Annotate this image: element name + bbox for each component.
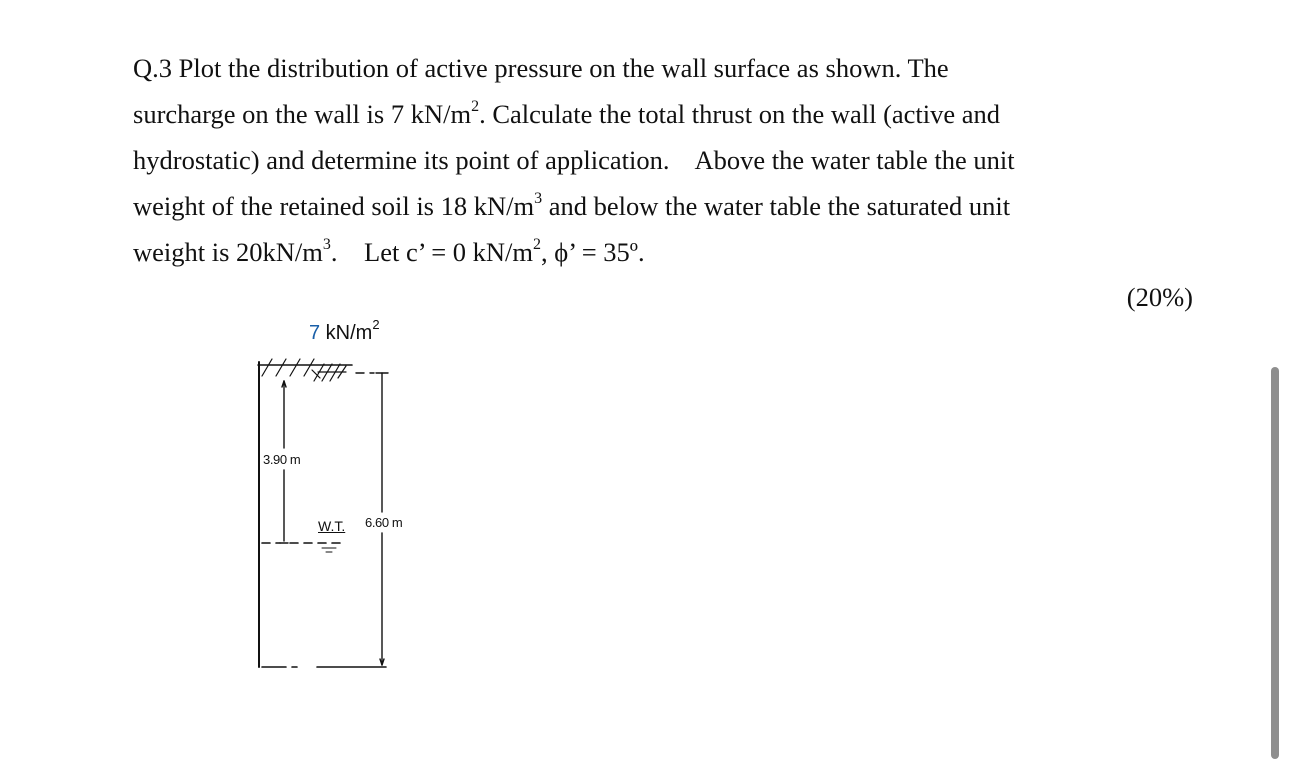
- vertical-scrollbar[interactable]: [1271, 367, 1279, 759]
- question-line-1: Q.3 Plot the distribution of active pressure on the wall surface as shown. The: [133, 53, 949, 83]
- surcharge-unit: kN/m: [320, 322, 373, 344]
- question-line-2-b: . Calculate the total thrust on the wall (active and: [479, 99, 1001, 129]
- question-line-5-a: weight is 20kN/m: [133, 237, 323, 267]
- question-line-3: hydrostatic) and determine its point of application. Above the water table the unit: [133, 145, 1015, 175]
- question-line-5-b: . Let c’ = 0 kN/m: [330, 237, 534, 267]
- superscript: 3: [534, 190, 543, 208]
- depth-to-water-label: 3.90 m: [263, 452, 301, 467]
- question-line-5-c: , ϕ’ = 35º.: [541, 237, 645, 267]
- water-table-line: [262, 543, 340, 552]
- superscript: 2: [471, 98, 480, 116]
- question-line-2-a: surcharge on the wall is 7 kN/m: [133, 99, 472, 129]
- superscript: 3: [322, 236, 331, 254]
- surcharge-unit-sup: 2: [372, 317, 380, 333]
- superscript: 2: [533, 236, 542, 254]
- surcharge-value: 7: [309, 322, 321, 344]
- question-line-4-a: weight of the retained soil is 18 kN/m: [133, 191, 535, 221]
- marks-label: (20%): [1126, 282, 1193, 312]
- total-height-label: 6.60 m: [365, 515, 403, 530]
- question-line-4-b: and below the water table the saturated unit: [542, 191, 1011, 221]
- ground-hatching: [262, 359, 346, 381]
- water-table-label: W.T.: [318, 518, 346, 534]
